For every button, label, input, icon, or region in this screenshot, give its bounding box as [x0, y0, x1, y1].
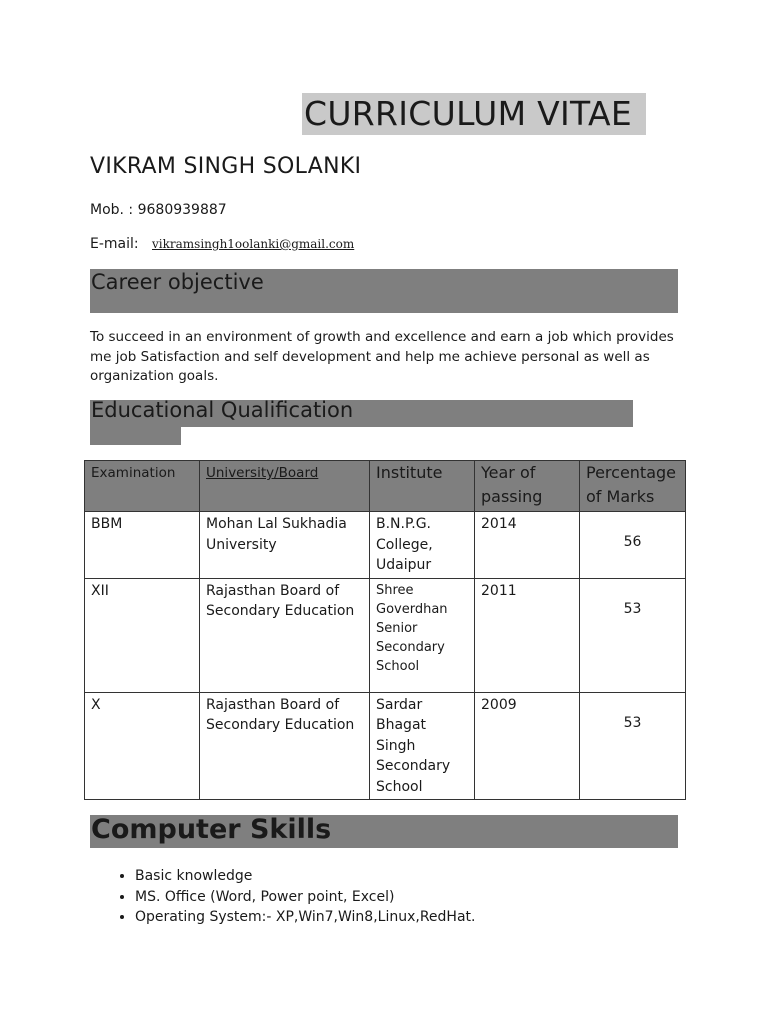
cell-year: 2014 [475, 512, 580, 579]
table-row [85, 578, 686, 692]
list-item: • Basic knowledge [135, 866, 475, 887]
cell-institute: Sardar Bhagat Singh Secondary School [370, 692, 475, 800]
education-section-title: Educational Qualification [91, 398, 354, 422]
cell-marks [580, 692, 686, 800]
mobile-number: Mob. : 9680939887 [90, 202, 227, 218]
cell-marks [580, 578, 686, 692]
table-row [85, 512, 686, 579]
education-section-bar-tail [90, 427, 181, 445]
marks-value: 53 [623, 600, 642, 617]
cell-exam: XII [85, 578, 200, 692]
list-item: • MS. Office (Word, Power point, Excel) [135, 887, 475, 908]
header-university-board: University/Board [200, 461, 370, 512]
cell-year: 2009 [475, 692, 580, 800]
header-examination: Examination [85, 461, 200, 512]
header-percentage-of-marks: Percentage of Marks [580, 461, 686, 512]
cell-institute: Shree Goverdhan Senior Secondary School [370, 578, 475, 692]
cell-marks [580, 512, 686, 579]
career-section-title: Career objective [91, 270, 264, 294]
cell-board: Rajasthan Board of Secondary Education [200, 692, 370, 800]
skills-list [90, 866, 475, 928]
career-objective-text: To succeed in an environment of growth and excellence and earn a job which provides me job Satisfaction and self development and help me achieve personal as well as organization goals. [90, 329, 674, 384]
cell-year: 2011 [475, 578, 580, 692]
cell-board: Rajasthan Board of Secondary Education [200, 578, 370, 692]
cell-exam: X [85, 692, 200, 800]
marks-value: 53 [623, 714, 642, 731]
education-table [84, 460, 686, 800]
skills-section-title: Computer Skills [91, 814, 332, 845]
table-row [85, 692, 686, 800]
document-title: CURRICULUM VITAE [302, 93, 646, 135]
header-year-of-passing: Year of passing [475, 461, 580, 512]
email-link[interactable]: vikramsingh1oolanki@gmail.com [152, 237, 355, 251]
table-header-row [85, 461, 686, 512]
cell-board: Mohan Lal Sukhadia University [200, 512, 370, 579]
cell-institute: B.N.P.G. College, Udaipur [370, 512, 475, 579]
candidate-name: VIKRAM SINGH SOLANKI [90, 154, 362, 179]
email-label: E-mail: [90, 236, 139, 252]
cell-exam: BBM [85, 512, 200, 579]
list-item: • Operating System:- XP,Win7,Win8,Linux,RedHat. [135, 907, 475, 928]
header-institute: Institute [370, 461, 475, 512]
marks-value: 56 [623, 534, 642, 550]
